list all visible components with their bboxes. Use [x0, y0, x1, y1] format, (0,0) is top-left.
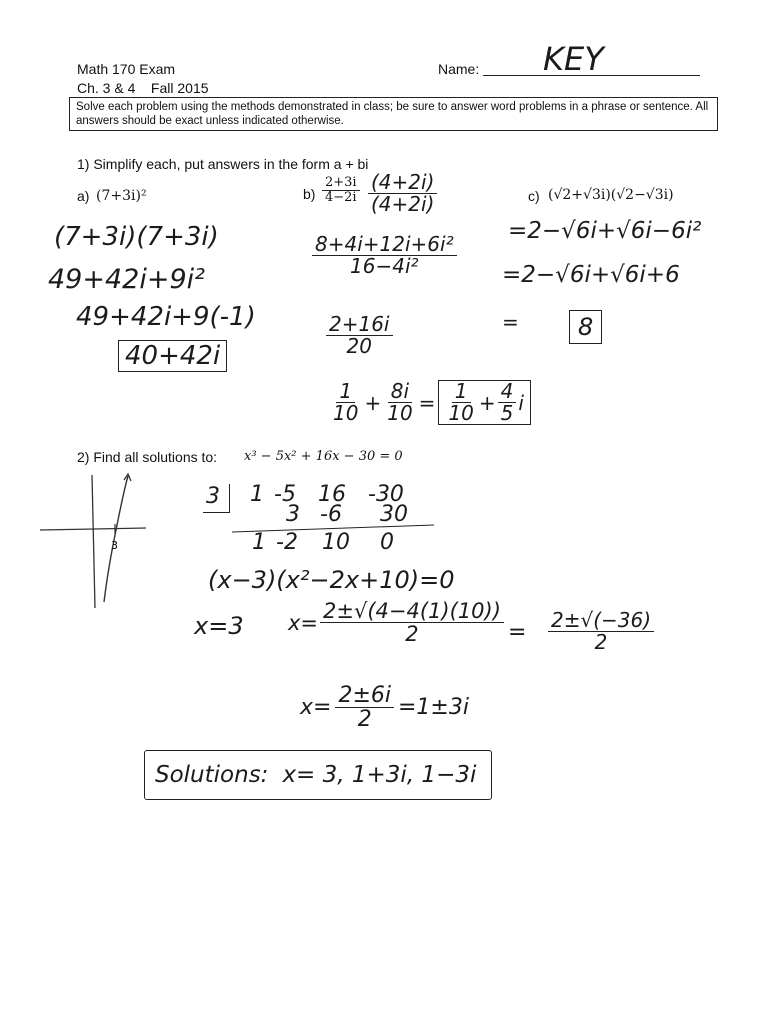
q2-quad-num: 2±√(4−4(1)(10))	[320, 600, 504, 623]
syn-r2-c2: -6	[320, 502, 342, 527]
q1b-final-b-num: 8i	[388, 381, 412, 403]
syn-r2-c1: 3	[286, 502, 300, 527]
q1b-multiplier	[368, 172, 437, 215]
q1b-mult-den: (4+2i)	[371, 192, 435, 216]
q1b-ans-a-num: 1	[452, 381, 471, 403]
q1a-label: a)	[77, 188, 90, 204]
q1b-fraction	[322, 176, 360, 204]
q2-solutions-value: x= 3, 1+3i, 1−3i	[282, 762, 477, 788]
q2-quadratic-2	[548, 610, 654, 653]
q1a-expression: (7+3i)²	[96, 188, 147, 204]
q1c-expression: (√2+√3i)(√2−√3i)	[548, 187, 674, 203]
q1b-answer	[438, 380, 531, 425]
q2-quad2-num: 2±√(−36)	[548, 610, 654, 632]
q2-quadratic-formula	[288, 600, 504, 645]
q1b-final-a-den: 10	[333, 401, 359, 425]
q1a-answer: 40+42i	[118, 340, 227, 372]
q1b-ans-b-num: 4	[498, 381, 517, 403]
syn-r2-c3: 30	[380, 502, 408, 527]
graph-y-axis	[92, 475, 95, 608]
q2-solutions-label: Solutions:	[155, 762, 269, 788]
name-value: KEY	[543, 40, 604, 78]
q1b-final-plus: +	[364, 390, 382, 415]
q1b-equals: =	[418, 390, 436, 415]
q2-solutions-box	[144, 750, 492, 800]
q1b-step-1	[312, 234, 457, 277]
q1c-work-3: =	[502, 310, 519, 334]
q2-step-3	[300, 684, 469, 731]
q1c-answer: 8	[569, 310, 602, 344]
syn-r3-c4: 0	[380, 530, 394, 555]
q2-prompt: 2) Find all solutions to:	[77, 449, 218, 465]
q1c-work-1: =2−√6i+√6i−6i²	[508, 218, 702, 244]
q1b-step2-num: 2+16i	[326, 314, 393, 336]
q1b-step2-den: 20	[346, 334, 372, 358]
q1b-ans-a-den: 10	[448, 401, 474, 425]
q1b-final-a-num: 1	[336, 381, 355, 403]
q1b-denominator: 4−2i	[325, 189, 357, 205]
syn-r3-c2: -2	[276, 530, 298, 555]
q2-factored: (x−3)(x²−2x+10)=0	[208, 566, 455, 594]
q2-quad2-den: 2	[594, 630, 608, 654]
q2-quad-lhs: x=	[288, 610, 319, 635]
syn-r3-c3: 10	[322, 530, 350, 555]
name-label: Name:	[438, 61, 480, 77]
q2-step3-num: 2±6i	[335, 684, 394, 708]
syn-r1-c3: 16	[318, 482, 346, 507]
syn-r3-c1: 1	[252, 530, 266, 555]
chapter-term: Ch. 3 & 4 Fall 2015	[77, 80, 209, 96]
synthetic-divisor: 3	[206, 484, 220, 509]
instructions-box: Solve each problem using the methods demonstrated in class; be sure to answer word problems in a phrase or sentence. All answers should be exact unless indicated otherwise.	[69, 97, 718, 131]
q1-prompt: 1) Simplify each, put answers in the form a + bi	[77, 156, 369, 172]
q1c-label: c)	[528, 188, 540, 204]
q2-quad-den: 2	[405, 622, 419, 647]
q2-equation: x³ − 5x² + 16x − 30 = 0	[244, 449, 403, 464]
q1b-ans-b-den: 5	[500, 401, 514, 425]
q1a-work-2: 49+42i+9i²	[48, 264, 205, 295]
q2-step3-result: =1±3i	[398, 695, 469, 721]
q1b-step-2	[326, 314, 393, 357]
synthetic-row-3	[252, 530, 394, 555]
q2-step3-den: 2	[357, 707, 372, 733]
syn-r1-c1: 1	[250, 482, 264, 507]
q2-step3-lhs: x=	[300, 695, 332, 721]
q1b-step1-den: 16−4i²	[350, 254, 419, 278]
syn-r1-c2: -5	[274, 482, 296, 507]
q2-graph-sketch	[38, 470, 148, 610]
q1b-numerator: 2+3i	[322, 176, 360, 191]
q1a-work-1: (7+3i)(7+3i)	[54, 222, 219, 252]
q1b-ans-i: i	[518, 390, 524, 415]
graph-mark: 3	[111, 539, 118, 552]
syn-r1-c4: -30	[368, 482, 404, 507]
course-title: Math 170 Exam	[77, 61, 176, 77]
q1b-ans-plus: +	[478, 390, 496, 415]
q2-quad-equals: =	[508, 620, 527, 645]
q1c-work-2: =2−√6i+√6i+6	[502, 262, 680, 288]
q1b-step-3	[330, 380, 531, 425]
q1b-step1-num: 8+4i+12i+6i²	[312, 234, 457, 256]
q1a-work-3: 49+42i+9(-1)	[76, 302, 256, 332]
synthetic-row-2	[286, 502, 408, 527]
q2-root-1: x=3	[194, 612, 244, 640]
q1b-final-b-den: 10	[387, 401, 413, 425]
q1b-mult-num: (4+2i)	[368, 172, 437, 194]
synthetic-bracket	[203, 484, 230, 513]
q1b-label: b)	[303, 186, 316, 202]
